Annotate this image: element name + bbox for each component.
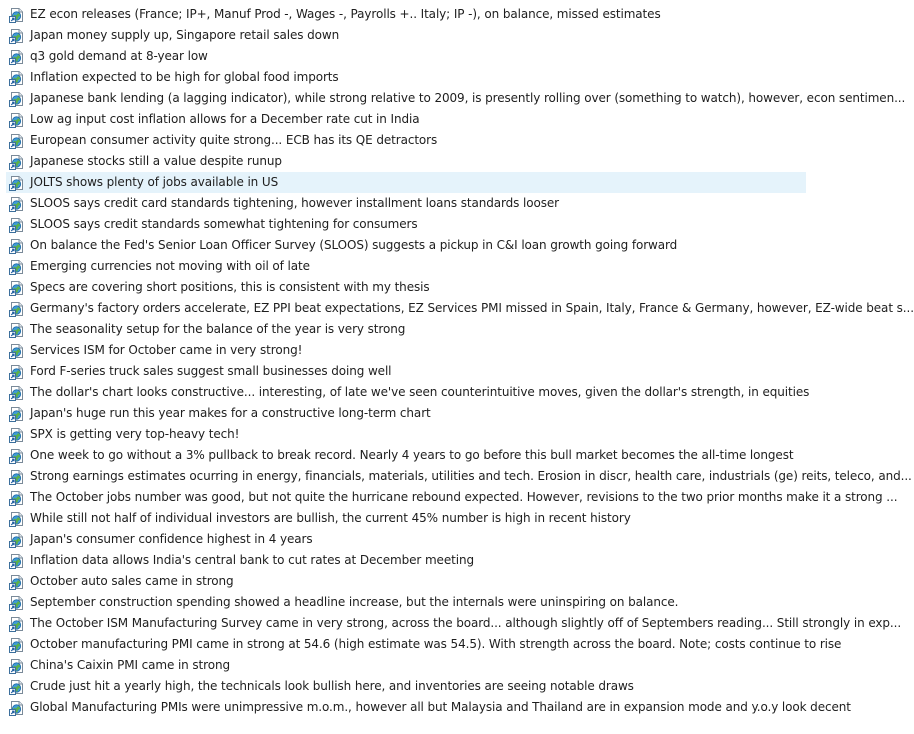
file-list-item[interactable] bbox=[6, 319, 806, 340]
internet-shortcut-icon bbox=[9, 70, 25, 86]
file-name: SLOOS says credit standards somewhat tightening for consumers bbox=[30, 217, 418, 231]
internet-shortcut-icon bbox=[9, 154, 25, 170]
file-list-item[interactable] bbox=[6, 697, 851, 718]
file-list-item[interactable] bbox=[6, 676, 806, 697]
file-list-item[interactable] bbox=[6, 592, 806, 613]
file-name: September construction spending showed a headline increase, but the internals were uninspiring on balance. bbox=[30, 595, 679, 609]
file-list-item[interactable] bbox=[6, 277, 806, 298]
file-name: One week to go without a 3% pullback to break record. Nearly 4 years to go before this bull market becomes the all-time longest bbox=[30, 448, 794, 462]
internet-shortcut-icon bbox=[9, 637, 25, 653]
file-list-item[interactable] bbox=[6, 508, 806, 529]
internet-shortcut-icon bbox=[9, 385, 25, 401]
internet-shortcut-icon bbox=[9, 322, 25, 338]
file-list-item[interactable] bbox=[6, 655, 806, 676]
file-list-item[interactable] bbox=[6, 256, 806, 277]
file-name: Japan's consumer confidence highest in 4 years bbox=[30, 532, 313, 546]
internet-shortcut-icon bbox=[9, 259, 25, 275]
file-list-item[interactable] bbox=[6, 88, 906, 109]
file-name: Japan's huge run this year makes for a constructive long-term chart bbox=[30, 406, 431, 420]
file-list-item[interactable] bbox=[6, 25, 806, 46]
file-name: The October jobs number was good, but not quite the hurricane rebound expected. However, revisions to the two prior months make it a strong ... bbox=[30, 490, 898, 504]
file-name: Strong earnings estimates ocurring in energy, financials, materials, utilities and tech. Erosion in discr, health care, industrials (ge) reits, teleco, and... bbox=[30, 469, 912, 483]
file-list-item[interactable] bbox=[6, 109, 806, 130]
file-name: Ford F-series truck sales suggest small businesses doing well bbox=[30, 364, 392, 378]
internet-shortcut-icon bbox=[9, 700, 25, 716]
file-name: EZ econ releases (France; IP+, Manuf Prod -, Wages -, Payrolls +.. Italy; IP -), on balance, missed estimates bbox=[30, 7, 661, 21]
file-list-item[interactable] bbox=[6, 298, 914, 319]
file-name: SPX is getting very top-heavy tech! bbox=[30, 427, 240, 441]
file-name: The October ISM Manufacturing Survey came in very strong, across the board... although slightly off of Septembers reading... Still strongly in exp... bbox=[30, 616, 902, 630]
file-list bbox=[6, 4, 914, 718]
file-list-item[interactable] bbox=[6, 151, 806, 172]
internet-shortcut-icon bbox=[9, 658, 25, 674]
file-list-item[interactable] bbox=[6, 382, 810, 403]
internet-shortcut-icon bbox=[9, 133, 25, 149]
internet-shortcut-icon bbox=[9, 112, 25, 128]
file-name: Germany's factory orders accelerate, EZ PPI beat expectations, EZ Services PMI missed in Spain, Italy, France & Germany, however, EZ-wide beat s... bbox=[30, 301, 914, 315]
file-name: SLOOS says credit card standards tightening, however installment loans standards looser bbox=[30, 196, 560, 210]
file-list-item[interactable] bbox=[6, 214, 806, 235]
internet-shortcut-icon bbox=[9, 238, 25, 254]
file-name: Low ag input cost inflation allows for a December rate cut in India bbox=[30, 112, 420, 126]
file-name: European consumer activity quite strong... ECB has its QE detractors bbox=[30, 133, 438, 147]
file-list-item[interactable] bbox=[6, 424, 806, 445]
internet-shortcut-icon bbox=[9, 196, 25, 212]
file-name: While still not half of individual investors are bullish, the current 45% number is high in recent history bbox=[30, 511, 631, 525]
file-name: Services ISM for October came in very strong! bbox=[30, 343, 303, 357]
internet-shortcut-icon bbox=[9, 49, 25, 65]
internet-shortcut-icon bbox=[9, 448, 25, 464]
file-name: The dollar's chart looks constructive... interesting, of late we've seen counterintuitive moves, given the dollar's strength, in equities bbox=[30, 385, 810, 399]
file-name: October manufacturing PMI came in strong at 54.6 (high estimate was 54.5). With strength across the board. Note; costs continue to rise bbox=[30, 637, 842, 651]
file-name: JOLTS shows plenty of jobs available in US bbox=[30, 175, 279, 189]
file-name: Inflation data allows India's central bank to cut rates at December meeting bbox=[30, 553, 474, 567]
internet-shortcut-icon bbox=[9, 574, 25, 590]
internet-shortcut-icon bbox=[9, 343, 25, 359]
file-name: Emerging currencies not moving with oil of late bbox=[30, 259, 310, 273]
file-name: October auto sales came in strong bbox=[30, 574, 234, 588]
file-name: q3 gold demand at 8-year low bbox=[30, 49, 208, 63]
file-list-item[interactable] bbox=[6, 571, 806, 592]
file-list-item[interactable] bbox=[6, 235, 806, 256]
internet-shortcut-icon bbox=[9, 595, 25, 611]
internet-shortcut-icon bbox=[9, 553, 25, 569]
internet-shortcut-icon bbox=[9, 406, 25, 422]
file-list-item[interactable] bbox=[6, 634, 842, 655]
file-name: Japan money supply up, Singapore retail sales down bbox=[30, 28, 340, 42]
file-list-item[interactable] bbox=[6, 529, 806, 550]
file-list-item[interactable] bbox=[6, 550, 806, 571]
file-list-item[interactable] bbox=[6, 193, 806, 214]
file-name: Japanese stocks still a value despite runup bbox=[30, 154, 282, 168]
file-list-item[interactable] bbox=[6, 613, 902, 634]
file-list-item[interactable] bbox=[6, 340, 806, 361]
file-list-item[interactable] bbox=[6, 445, 806, 466]
file-list-item[interactable] bbox=[6, 67, 806, 88]
file-list-item[interactable] bbox=[6, 4, 806, 25]
file-list-item[interactable] bbox=[6, 361, 806, 382]
internet-shortcut-icon bbox=[9, 490, 25, 506]
file-name: Inflation expected to be high for global food imports bbox=[30, 70, 339, 84]
internet-shortcut-icon bbox=[9, 175, 25, 191]
file-name: On balance the Fed's Senior Loan Officer Survey (SLOOS) suggests a pickup in C&I loan growth going forward bbox=[30, 238, 678, 252]
internet-shortcut-icon bbox=[9, 679, 25, 695]
internet-shortcut-icon bbox=[9, 301, 25, 317]
file-name: China's Caixin PMI came in strong bbox=[30, 658, 230, 672]
file-name: Global Manufacturing PMIs were unimpressive m.o.m., however all but Malaysia and Thailand are in expansion mode and y.o.y look decent bbox=[30, 700, 851, 714]
file-list-item[interactable] bbox=[6, 487, 898, 508]
internet-shortcut-icon bbox=[9, 469, 25, 485]
internet-shortcut-icon bbox=[9, 28, 25, 44]
internet-shortcut-icon bbox=[9, 532, 25, 548]
file-list-item[interactable] bbox=[6, 130, 806, 151]
file-name: Specs are covering short positions, this is consistent with my thesis bbox=[30, 280, 430, 294]
file-list-item[interactable] bbox=[6, 466, 912, 487]
internet-shortcut-icon bbox=[9, 616, 25, 632]
file-list-item[interactable] bbox=[6, 403, 806, 424]
internet-shortcut-icon bbox=[9, 7, 25, 23]
internet-shortcut-icon bbox=[9, 91, 25, 107]
internet-shortcut-icon bbox=[9, 511, 25, 527]
file-list-item[interactable] bbox=[6, 46, 806, 67]
file-name: Japanese bank lending (a lagging indicator), while strong relative to 2009, is presently rolling over (something to watch), however, econ sentimen... bbox=[30, 91, 906, 105]
file-name: Crude just hit a yearly high, the technicals look bullish here, and inventories are seeing notable draws bbox=[30, 679, 634, 693]
file-list-item[interactable] bbox=[6, 172, 806, 193]
internet-shortcut-icon bbox=[9, 427, 25, 443]
internet-shortcut-icon bbox=[9, 217, 25, 233]
internet-shortcut-icon bbox=[9, 364, 25, 380]
internet-shortcut-icon bbox=[9, 280, 25, 296]
file-name: The seasonality setup for the balance of the year is very strong bbox=[30, 322, 406, 336]
